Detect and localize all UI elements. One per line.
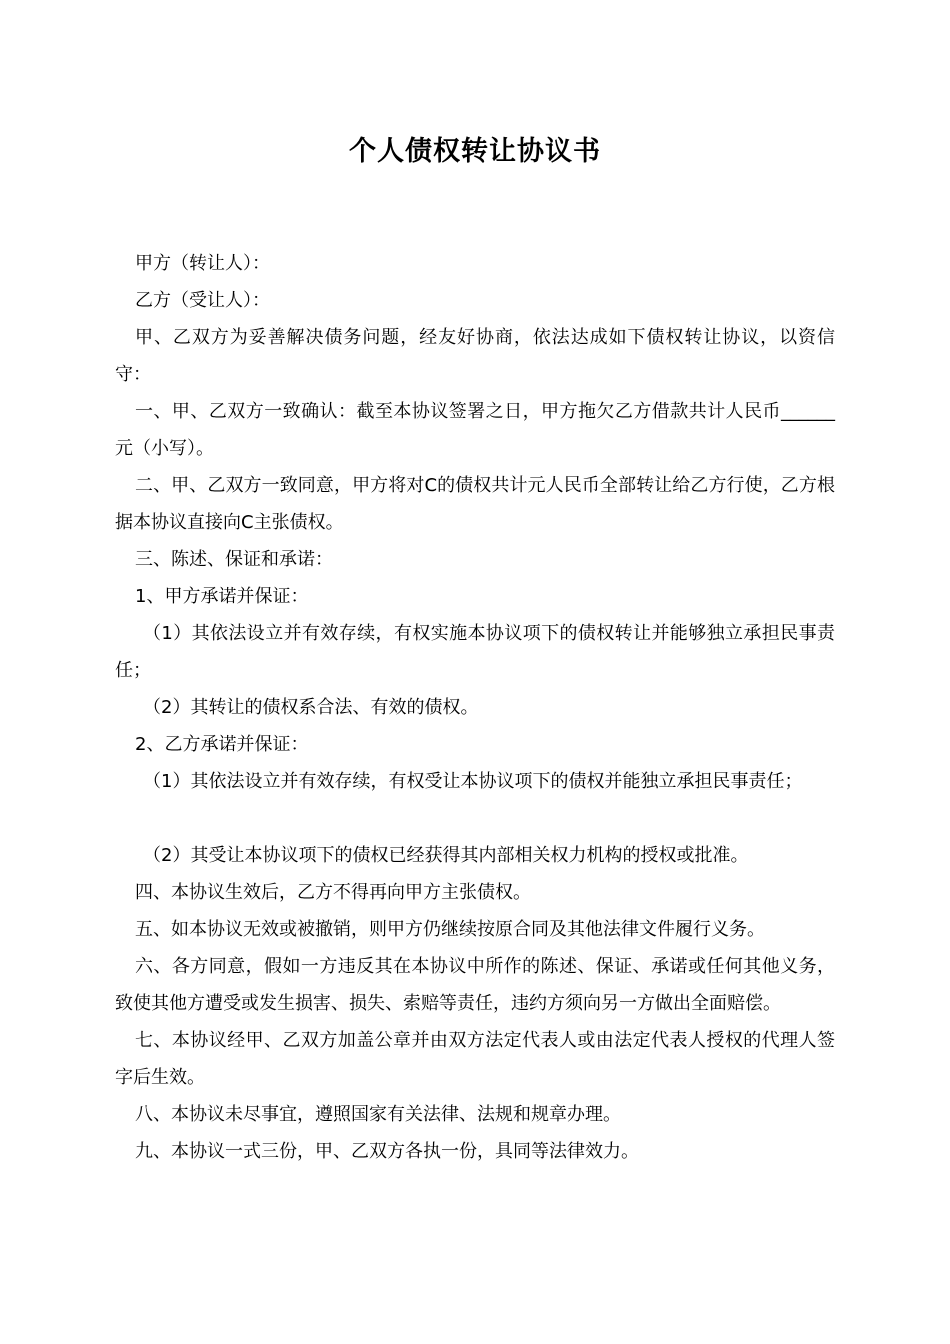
clause-3-1-heading: 1、甲方承诺并保证： [135, 586, 309, 607]
document-title: 个人债权转让协议书 [349, 136, 601, 167]
clause-3-1-item-2: （2）其转让的债权系合法、有效的债权。 [143, 697, 479, 718]
clause-3-2-item-2: （2）其受让本协议项下的债权已经获得其内部相关权力机构的授权或批准。 [143, 845, 749, 866]
clause-7: 七、本协议经甲、乙双方加盖公章并由双方法定代表人或由法定代表人授权的代理人签字后生效。 [115, 1030, 835, 1088]
clause-3-2-item-1: （1）其依法设立并有效存续，有权受让本协议项下的债权并能独立承担民事责任； [143, 771, 803, 792]
clause-1: 一、甲、乙双方一致确认：截至本协议签署之日，甲方拖欠乙方借款共计人民币______元（小写）。 [115, 401, 835, 459]
clause-3-2-heading: 2、乙方承诺并保证： [135, 734, 309, 755]
document-body [115, 245, 835, 1170]
clause-2: 二、甲、乙双方一致同意，甲方将对C的债权共计元人民币全部转让给乙方行使，乙方根据本协议直接向C主张债权。 [115, 475, 835, 533]
clause-3-heading: 三、陈述、保证和承诺： [135, 549, 333, 570]
party-a-line: 甲方（转让人）： [135, 253, 270, 274]
clause-6: 六、各方同意，假如一方违反其在本协议中所作的陈述、保证、承诺或任何其他义务，致使其他方遭受或发生损害、损失、索赔等责任，违约方须向另一方做出全面赔偿。 [115, 956, 835, 1014]
clause-9: 九、本协议一式三份，甲、乙双方各执一份，具同等法律效力。 [135, 1141, 639, 1162]
clause-3-1-item-1: （1）其依法设立并有效存续，有权实施本协议项下的债权转让并能够独立承担民事责任； [115, 623, 835, 681]
preamble-paragraph: 甲、乙双方为妥善解决债务问题，经友好协商，依法达成如下债权转让协议，以资信守： [115, 327, 835, 385]
clause-5: 五、如本协议无效或被撤销，则甲方仍继续按原合同及其他法律文件履行义务。 [135, 919, 765, 940]
clause-4: 四、本协议生效后，乙方不得再向甲方主张债权。 [135, 882, 531, 903]
clause-8: 八、本协议未尽事宜，遵照国家有关法律、法规和规章办理。 [135, 1104, 621, 1125]
party-b-line: 乙方（受让人）： [135, 290, 270, 311]
